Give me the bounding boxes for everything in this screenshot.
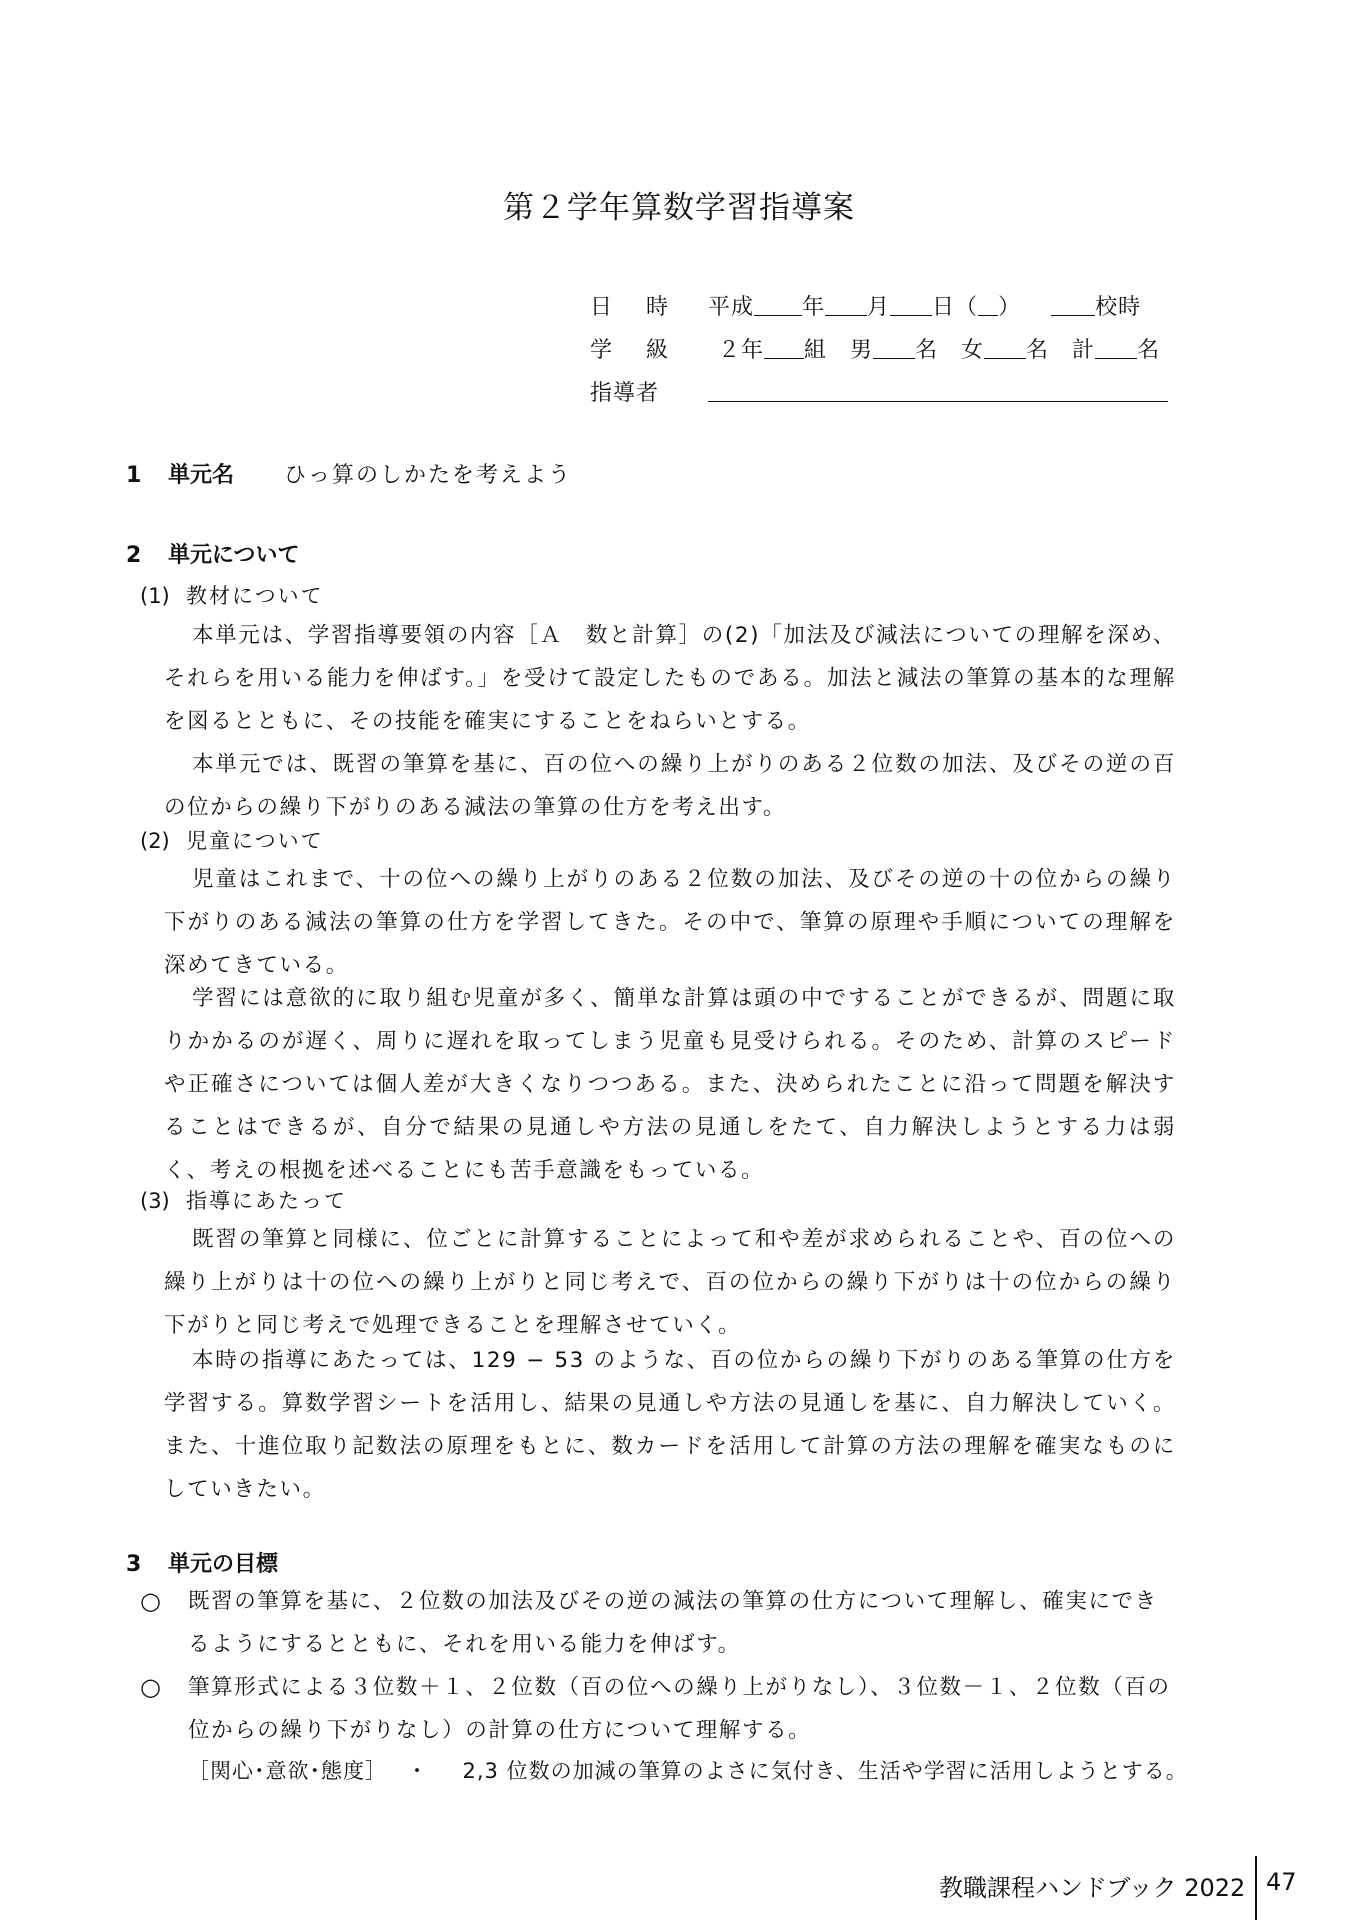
teacher-blank [708, 378, 1168, 402]
subsection-title: 教材について [186, 584, 324, 608]
footer-book-title: 教職課程ハンドブック 2022 [939, 1874, 1246, 1902]
evaluation-label: ［関心･意欲･態度］ [188, 1759, 377, 1783]
girls-blank [984, 335, 1026, 359]
day-blank [890, 292, 932, 316]
section-number: 2 [126, 543, 142, 568]
period-label: 校時 [1095, 295, 1142, 320]
unit-name: ひっ算のしかたを考えよう [284, 463, 573, 488]
section-number: 1 [126, 463, 142, 488]
boys-blank [873, 335, 915, 359]
evaluation-text: 2,3 位数の加減の筆算のよさに気付き、生活や学習に活用しようとする。 [462, 1759, 1188, 1783]
paragraph: 児童はこれまで、十の位への繰り上がりのある２位数の加法、及びその逆の十の位からの繰り下がりのある減法の筆算の仕方を学習してきた。その中で、筆算の原理や手順についての理解を深めてきている。 [164, 867, 1176, 978]
subsection-2-1 [140, 580, 324, 610]
goal-item [140, 1666, 1176, 1752]
date-era: 平成 [708, 295, 755, 320]
weekday-blank [978, 292, 998, 316]
date-row [590, 290, 1141, 321]
paragraph: 本単元では、既習の筆算を基に、百の位への繰り上がりのある２位数の加法、及びその逆の百の位からの繰り下がりのある減法の筆算の仕方を考え出す。 [164, 752, 1176, 820]
page-number: 47 [1266, 1868, 1297, 1896]
teacher-label: 指導者 [590, 381, 660, 406]
subsection-number: (3) [140, 1189, 170, 1213]
section-title: 単元について [168, 543, 300, 568]
section-1-heading [126, 458, 572, 489]
circle-bullet-icon: ○ [140, 1673, 163, 1701]
subsection-2-2 [140, 825, 324, 855]
month-blank [825, 292, 867, 316]
period-blank [1051, 292, 1095, 316]
boys-label: 組 男 [804, 338, 874, 363]
month-label: 月 [867, 295, 891, 320]
footer-divider [1255, 1856, 1257, 1920]
goal-item [140, 1580, 1176, 1666]
count-unit: 名 [1137, 338, 1161, 363]
section-title: 単元の目標 [168, 1552, 279, 1577]
grade-label: ２年 [718, 338, 765, 363]
goal-text: 筆算形式による３位数＋１、２位数（百の位への繰り上がりなし）、３位数－１、２位数（百の位からの繰り下がりなし）の計算の仕方について理解する。 [188, 1675, 1171, 1743]
day-label: 日（ [932, 295, 979, 320]
paragraph: 既習の筆算と同様に、位ごとに計算することによって和や差が求められることや、百の位への繰り上がりは十の位への繰り上がりと同じ考えで、百の位からの繰り下がりは十の位からの繰り下がりと同じ考えで処理できることを理解させていく。 [164, 1227, 1176, 1338]
group-blank [764, 335, 804, 359]
year-label: 年 [802, 295, 826, 320]
paragraph: 学習には意欲的に取り組む児童が多く、簡単な計算は頭の中ですることができるが、問題に取りかかるのが遅く、周りに遅れを取ってしまう児童も見受けられる。そのため、計算のスピードや正確さについては個人差が大きくなりつつある。また、決められたことに沿って問題を解決することはできるが、自分で結果の見通しや方法の見通しをたて、自力解決しようとする力は弱く、考えの根拠を述べることにも苦手意識をもっている。 [164, 986, 1176, 1183]
page-title: 第２学年算数学習指導案 [503, 190, 855, 226]
girls-label: 名 女 [915, 338, 985, 363]
paragraph: 本時の指導にあたっては、129 − 53 のような、百の位からの繰り下がりのある筆算の仕方を学習する。算数学習シートを活用し、結果の見通しや方法の見通しを基に、自力解決していく。また、十進位取り記数法の原理をもとに、数カードを活用して計算の方法の理解を確実なものにしていきたい。 [164, 1348, 1176, 1502]
paragraph: 本単元は、学習指導要領の内容［Ａ 数と計算］の(2)「加法及び減法についての理解を深め、それらを用いる能力を伸ばす。」を受けて設定したものである。加法と減法の筆算の基本的な理解を図るとともに、その技能を確実にすることをねらいとする。 [164, 623, 1176, 734]
subsection-title: 指導にあたって [186, 1189, 347, 1213]
subsection-2-3 [140, 1185, 347, 1215]
goal-text: 既習の筆算を基に、２位数の加法及びその逆の減法の筆算の仕方について理解し、確実にできるようにするとともに、それを用いる能力を伸ばす。 [188, 1589, 1158, 1657]
weekday-close: ） [998, 295, 1022, 320]
class-label: 学 級 [590, 338, 675, 363]
section-title: 単元名 [168, 463, 235, 488]
section-2-heading [126, 538, 300, 569]
subsection-number: (1) [140, 584, 170, 608]
bullet: ・ [406, 1759, 429, 1783]
evaluation-row [188, 1755, 1188, 1785]
total-blank [1095, 335, 1137, 359]
section-number: 3 [126, 1552, 142, 1577]
total-label: 名 計 [1026, 338, 1096, 363]
teacher-row [590, 376, 1168, 407]
year-blank [754, 292, 802, 316]
subsection-title: 児童について [186, 829, 324, 853]
subsection-number: (2) [140, 829, 170, 853]
class-row [590, 333, 1160, 364]
section-3-heading [126, 1547, 278, 1578]
circle-bullet-icon: ○ [140, 1587, 163, 1615]
date-label: 日 時 [590, 295, 675, 320]
